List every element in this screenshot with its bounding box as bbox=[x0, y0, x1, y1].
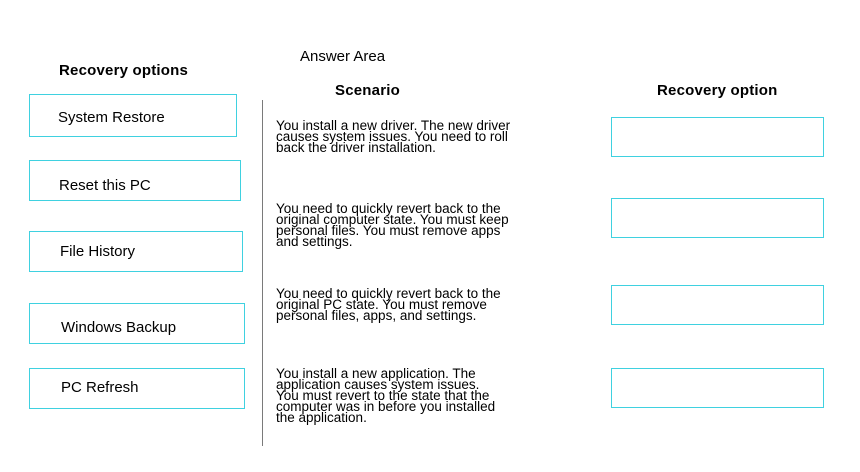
scenario-text-3: You need to quickly revert back to the original PC state. You must remove personal files, apps, and settings. bbox=[276, 286, 501, 323]
recovery-drop-target-4[interactable] bbox=[611, 368, 824, 408]
scenario-column-heading: Scenario bbox=[335, 82, 400, 99]
recovery-option-column-heading: Recovery option bbox=[657, 82, 778, 99]
panel-divider bbox=[262, 100, 263, 446]
options-heading: Recovery options bbox=[59, 62, 189, 79]
option-system-restore[interactable] bbox=[29, 94, 237, 137]
option-pc-refresh[interactable] bbox=[29, 368, 245, 409]
scenario-text-1: You install a new driver. The new driver causes system issues. You need to roll back the driver installation. bbox=[276, 118, 511, 155]
option-label: Reset this PC bbox=[59, 177, 151, 194]
answer-area-title: Answer Area bbox=[300, 48, 386, 65]
recovery-drop-target-2[interactable] bbox=[611, 198, 824, 238]
option-label: System Restore bbox=[58, 109, 165, 126]
recovery-drop-target-1[interactable] bbox=[611, 117, 824, 157]
recovery-drop-target-3[interactable] bbox=[611, 285, 824, 325]
option-windows-backup[interactable] bbox=[29, 303, 245, 344]
option-label: PC Refresh bbox=[61, 379, 139, 396]
option-file-history[interactable] bbox=[29, 231, 243, 272]
scenario-text-2: You need to quickly revert back to the original computer state. You must keep personal files. You must remove apps and settings. bbox=[276, 201, 509, 249]
option-label: File History bbox=[60, 243, 136, 260]
scenario-text-4: You install a new application. The application causes system issues. You must revert to the state that the computer was in before you installed the application. bbox=[276, 366, 496, 425]
option-reset-this-pc[interactable] bbox=[29, 160, 241, 201]
option-label: Windows Backup bbox=[61, 319, 177, 336]
